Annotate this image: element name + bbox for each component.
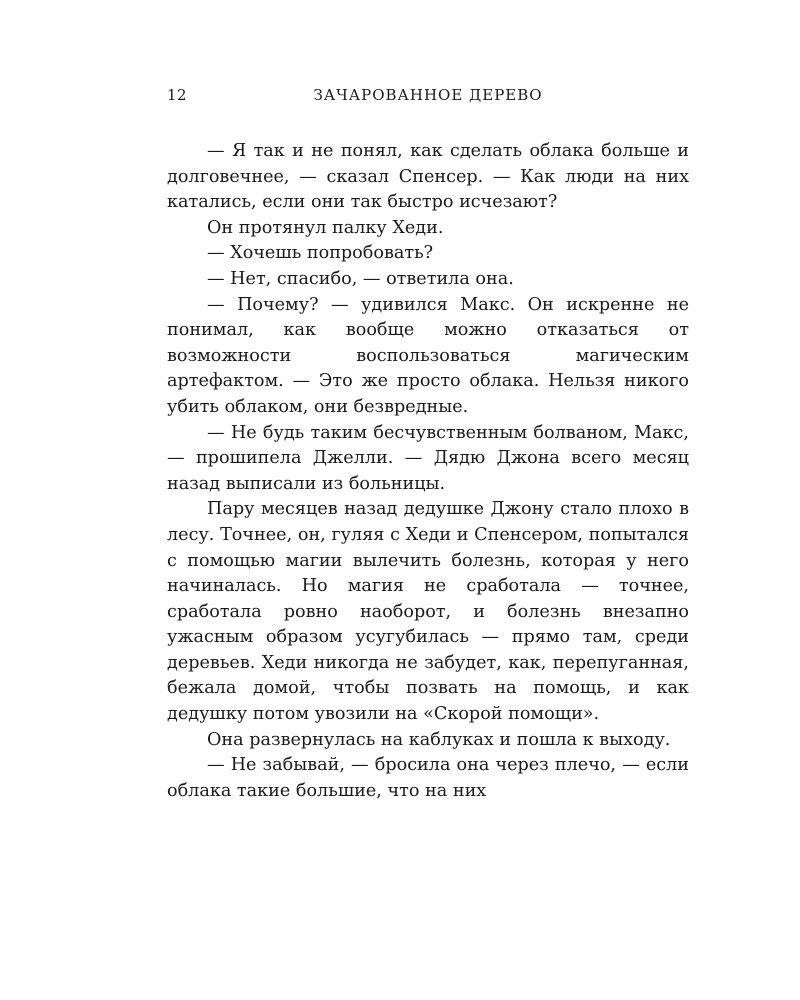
paragraph: — Хочешь попробовать? bbox=[207, 243, 434, 264]
paragraph: — Не будь таким бесчувственным болваном, Макс, — прошипела Джелли. — Дядю Джона всего месяц назад выписали из больницы. bbox=[167, 422, 689, 494]
running-title: ЗАЧАРОВАННОЕ ДЕРЕВО bbox=[313, 86, 543, 104]
page-header bbox=[167, 86, 689, 110]
paragraph: — Нет, спасибо, — ответила она. bbox=[207, 268, 514, 289]
paragraph: Он протянул палку Хеди. bbox=[207, 217, 444, 238]
paragraph: — Я так и не понял, как сделать облака больше и долговечнее, — сказал Спенсер. — Как люди на них катались, если они так быстро исчезают? bbox=[167, 141, 689, 213]
paragraph: Она развернулась на каблуках и пошла к выходу. bbox=[207, 729, 671, 750]
body-text bbox=[167, 139, 689, 804]
page-number: 12 bbox=[167, 86, 188, 104]
paragraph: Пару месяцев назад дедушке Джону стало плохо в лесу. Точнее, он, гуляя с Хеди и Спенсером, попытался с помощью магии вылечить болезнь, которая у него начиналась. Но магия не сработала — точнее, сработала ровно наоборот, и болезнь внезапно ужасным образом усугубилась — прямо там, среди деревьев. Хеди никогда не забудет, как, перепуганная, бежала домой, чтобы позвать на помощь, и как дедушку потом увозили на «Скорой помощи». bbox=[167, 499, 689, 725]
paragraph: — Не забывай, — бросила она через плечо, — если облака такие большие, что на них bbox=[167, 755, 689, 801]
paragraph: — Почему? — удивился Макс. Он искренне не понимал, как вообще можно отказаться от возможности воспользоваться магическим артефактом. — Это же просто облака. Нельзя никого убить облаком, они безвредные. bbox=[167, 294, 689, 417]
